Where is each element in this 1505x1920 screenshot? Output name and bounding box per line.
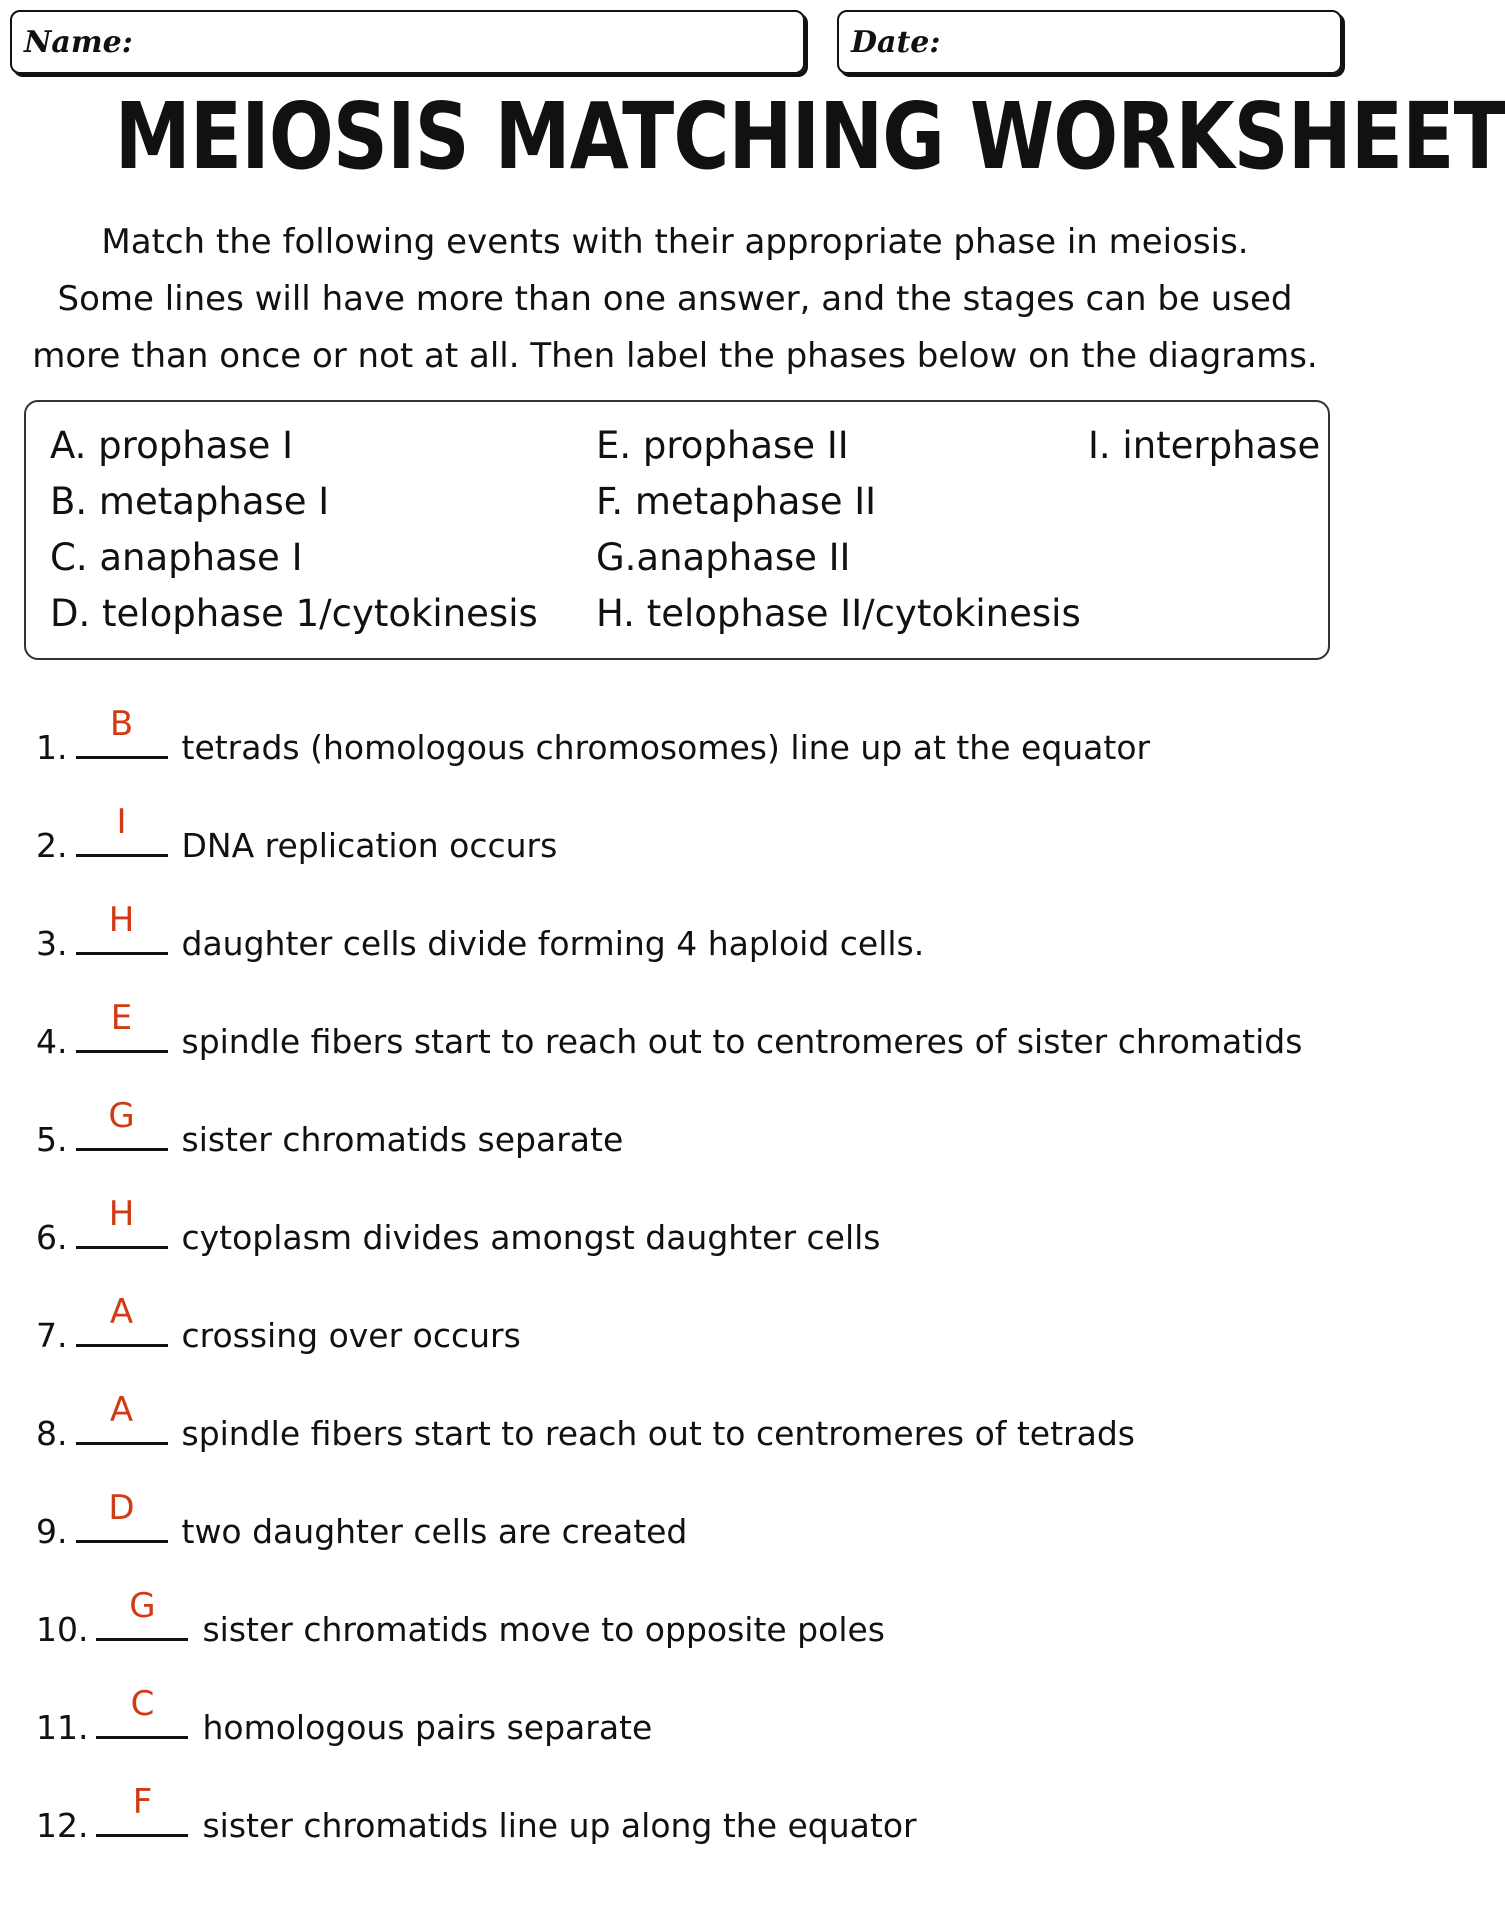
question-row [36, 1586, 1336, 1708]
answer-blank[interactable] [76, 1194, 168, 1249]
phase-column-2 [596, 418, 1081, 642]
answer-text: F [132, 1782, 153, 1822]
question-text: sister chromatids line up along the equator [202, 1806, 917, 1845]
question-number: 5. [36, 1120, 68, 1159]
question-number: 9. [36, 1512, 68, 1551]
question-text: spindle fibers start to reach out to centromeres of tetrads [181, 1414, 1135, 1453]
answer-blank[interactable] [76, 1488, 168, 1543]
question-text: daughter cells divide forming 4 haploid cells. [181, 924, 925, 963]
question-row [36, 1390, 1336, 1512]
question-text: cytoplasm divides amongst daughter cells [181, 1218, 881, 1257]
phase-option: B. metaphase I [50, 480, 330, 523]
answer-blank[interactable] [96, 1782, 188, 1837]
instructions [0, 214, 1350, 385]
question-row [36, 1096, 1336, 1218]
question-number: 6. [36, 1218, 68, 1257]
question-number: 4. [36, 1022, 68, 1061]
answer-blank[interactable] [76, 802, 168, 857]
question-number: 10. [36, 1610, 89, 1649]
phase-column-1 [50, 418, 538, 642]
question-text: spindle fibers start to reach out to centromeres of sister chromatids [181, 1022, 1303, 1061]
phase-option: G.anaphase II [596, 536, 851, 579]
question-row [36, 998, 1336, 1120]
answer-blank[interactable] [76, 1390, 168, 1445]
instructions-line: more than once or not at all. Then label the phases below on the diagrams. [32, 336, 1318, 376]
answer-text: A [109, 1390, 134, 1430]
phase-option: E. prophase II [596, 424, 849, 467]
question-row [36, 1782, 1336, 1904]
answer-blank[interactable] [96, 1586, 188, 1641]
question-row [36, 1488, 1336, 1610]
page-title: MEIOSIS MATCHING WORKSHEET [114, 83, 1505, 190]
question-row [36, 1292, 1336, 1414]
question-number: 12. [36, 1806, 89, 1845]
answer-text: I [116, 802, 127, 842]
answer-blank[interactable] [76, 704, 168, 759]
question-number: 1. [36, 728, 68, 767]
question-row [36, 704, 1336, 826]
question-number: 7. [36, 1316, 68, 1355]
question-number: 3. [36, 924, 68, 963]
answer-text: A [109, 1292, 134, 1332]
phase-option: A. prophase I [50, 424, 294, 467]
phase-option: D. telophase 1/cytokinesis [50, 592, 538, 635]
question-list [36, 704, 1336, 1904]
phase-option: C. anaphase I [50, 536, 303, 579]
answer-text: G [129, 1586, 156, 1626]
answer-blank[interactable] [76, 1096, 168, 1151]
answer-text: G [108, 1096, 135, 1136]
answer-blank[interactable] [96, 1684, 188, 1739]
answer-blank[interactable] [76, 998, 168, 1053]
question-row [36, 1684, 1336, 1806]
question-row [36, 900, 1336, 1022]
phase-key-box [24, 400, 1330, 660]
question-text: two daughter cells are created [181, 1512, 688, 1551]
question-text: DNA replication occurs [181, 826, 558, 865]
question-text: sister chromatids move to opposite poles [202, 1610, 885, 1649]
question-row [36, 1194, 1336, 1316]
answer-text: D [108, 1488, 135, 1528]
phase-option: F. metaphase II [596, 480, 877, 523]
instructions-line: Some lines will have more than one answer, and the stages can be used [57, 279, 1293, 319]
name-label: Name: [24, 24, 133, 60]
phase-option: I. interphase [1088, 424, 1321, 467]
answer-blank[interactable] [76, 1292, 168, 1347]
date-label: Date: [851, 24, 941, 60]
question-text: homologous pairs separate [202, 1708, 653, 1747]
date-field[interactable] [837, 10, 1342, 74]
question-number: 2. [36, 826, 68, 865]
answer-text: H [108, 1194, 135, 1234]
answer-text: E [110, 998, 133, 1038]
instructions-line: Match the following events with their appropriate phase in meiosis. [101, 222, 1249, 262]
phase-column-3 [1088, 418, 1320, 474]
question-text: sister chromatids separate [181, 1120, 624, 1159]
answer-text: H [108, 900, 135, 940]
question-text: crossing over occurs [181, 1316, 521, 1355]
question-text: tetrads (homologous chromosomes) line up at the equator [181, 728, 1151, 767]
answer-blank[interactable] [76, 900, 168, 955]
answer-text: C [130, 1684, 155, 1724]
phase-option: H. telophase II/cytokinesis [596, 592, 1081, 635]
question-number: 8. [36, 1414, 68, 1453]
question-number: 11. [36, 1708, 89, 1747]
name-field[interactable] [10, 10, 805, 74]
question-row [36, 802, 1336, 924]
answer-text: B [109, 704, 134, 744]
